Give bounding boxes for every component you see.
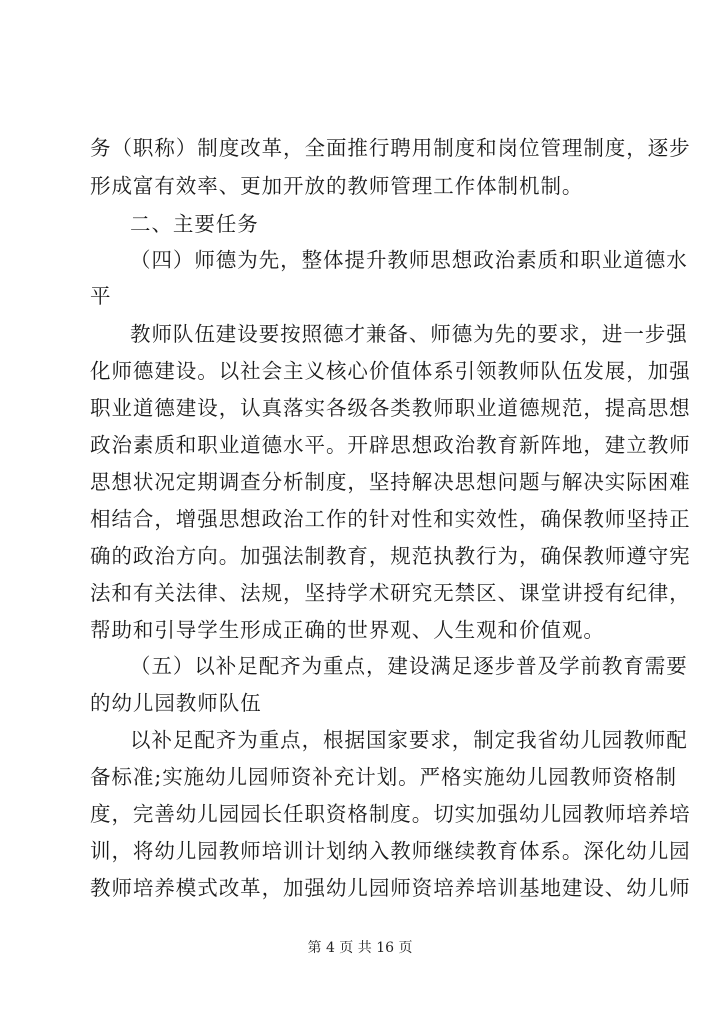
text-line: 备标准;实施幼儿园师资补充计划。严格实施幼儿园教师资格制	[90, 765, 678, 789]
text-line: 以补足配齐为重点，根据国家要求，制定我省幼儿园教师配	[130, 728, 688, 752]
subsection-heading-continued: 的幼儿园教师队伍	[90, 691, 262, 715]
text-line: 务（职称）制度改革，全面推行聘用制度和岗位管理制度，逐步	[90, 136, 691, 160]
text-line: 法和有关法律、法规，坚持学术研究无禁区、课堂讲授有纪律，	[90, 581, 691, 605]
text-line: 相结合，增强思想政治工作的针对性和实效性，确保教师坚持正	[90, 507, 691, 531]
text-line: 教师培养模式改革，加强幼儿园师资培养培训基地建设、幼儿师	[90, 876, 691, 900]
page-number-footer: 第 4 页 共 16 页	[307, 940, 413, 956]
text-line: 帮助和引导学生形成正确的世界观、人生观和价值观。	[90, 618, 605, 642]
text-line: 政治素质和职业道德水平。开辟思想政治教育新阵地，建立教师	[90, 433, 691, 457]
text-line: 化师德建设。以社会主义核心价值体系引领教师队伍发展，加强	[90, 359, 691, 383]
text-line: 训，将幼儿园教师培训计划纳入教师继续教育体系。深化幼儿园	[90, 839, 691, 863]
text-line: 职业道德建设，认真落实各级各类教师职业道德规范，提高思想	[90, 396, 691, 420]
subsection-heading: （四）师德为先，整体提升教师思想政治素质和职业道德水	[130, 248, 688, 272]
section-heading: 二、主要任务	[130, 212, 259, 236]
text-line: 形成富有效率、更加开放的教师管理工作体制机制。	[90, 174, 584, 198]
text-line: 思想状况定期调查分析制度，坚持解决思想问题与解决实际困难	[90, 470, 691, 494]
subsection-heading: （五）以补足配齐为重点，建设满足逐步普及学前教育需要	[130, 654, 688, 678]
text-line: 确的政治方向。加强法制教育，规范执教行为，确保教师遵守宪	[90, 544, 691, 568]
text-line: 度，完善幼儿园园长任职资格制度。切实加强幼儿园教师培养培	[90, 802, 691, 826]
text-line: 教师队伍建设要按照德才兼备、师德为先的要求，进一步强	[130, 322, 688, 346]
subsection-heading-continued: 平	[90, 284, 112, 308]
